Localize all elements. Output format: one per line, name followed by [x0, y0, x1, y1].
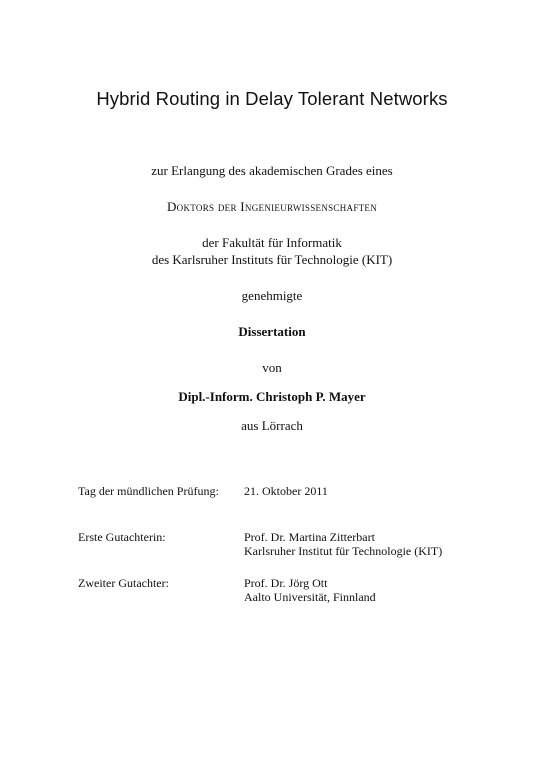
- document-type: Dissertation: [238, 324, 306, 339]
- reviewer-1-label: Erste Gutachterin:: [78, 530, 166, 544]
- exam-date-value: 21. Oktober 2011: [244, 484, 328, 498]
- author-name: Dipl.-Inform. Christoph P. Mayer: [178, 389, 366, 404]
- reviewer-2-affiliation: Aalto Universität, Finnland: [244, 590, 376, 604]
- approved-line: genehmigte: [241, 288, 303, 303]
- author-origin: aus Lörrach: [241, 418, 303, 433]
- faculty-line-1: der Fakultät für Informatik: [202, 235, 342, 250]
- reviewer-2-label: Zweiter Gutachter:: [78, 576, 169, 590]
- reviewer-2-name: Prof. Dr. Jörg Ott: [244, 576, 328, 590]
- faculty-line-2: des Karlsruher Instituts für Technologie (KIT): [151, 252, 393, 267]
- reviewer-1-affiliation: Karlsruher Institut für Technologie (KIT): [244, 544, 443, 558]
- exam-date-label: Tag der mündlichen Prüfung:: [78, 484, 219, 498]
- reviewer-1-name: Prof. Dr. Martina Zitterbart: [244, 530, 375, 544]
- thesis-title: Hybrid Routing in Delay Tolerant Networks: [96, 88, 448, 109]
- degree-line: Doktors der Ingenieurwissenschaften: [166, 199, 378, 214]
- intro-line: zur Erlangung des akademischen Grades eines: [151, 163, 393, 178]
- by-line: von: [262, 360, 282, 375]
